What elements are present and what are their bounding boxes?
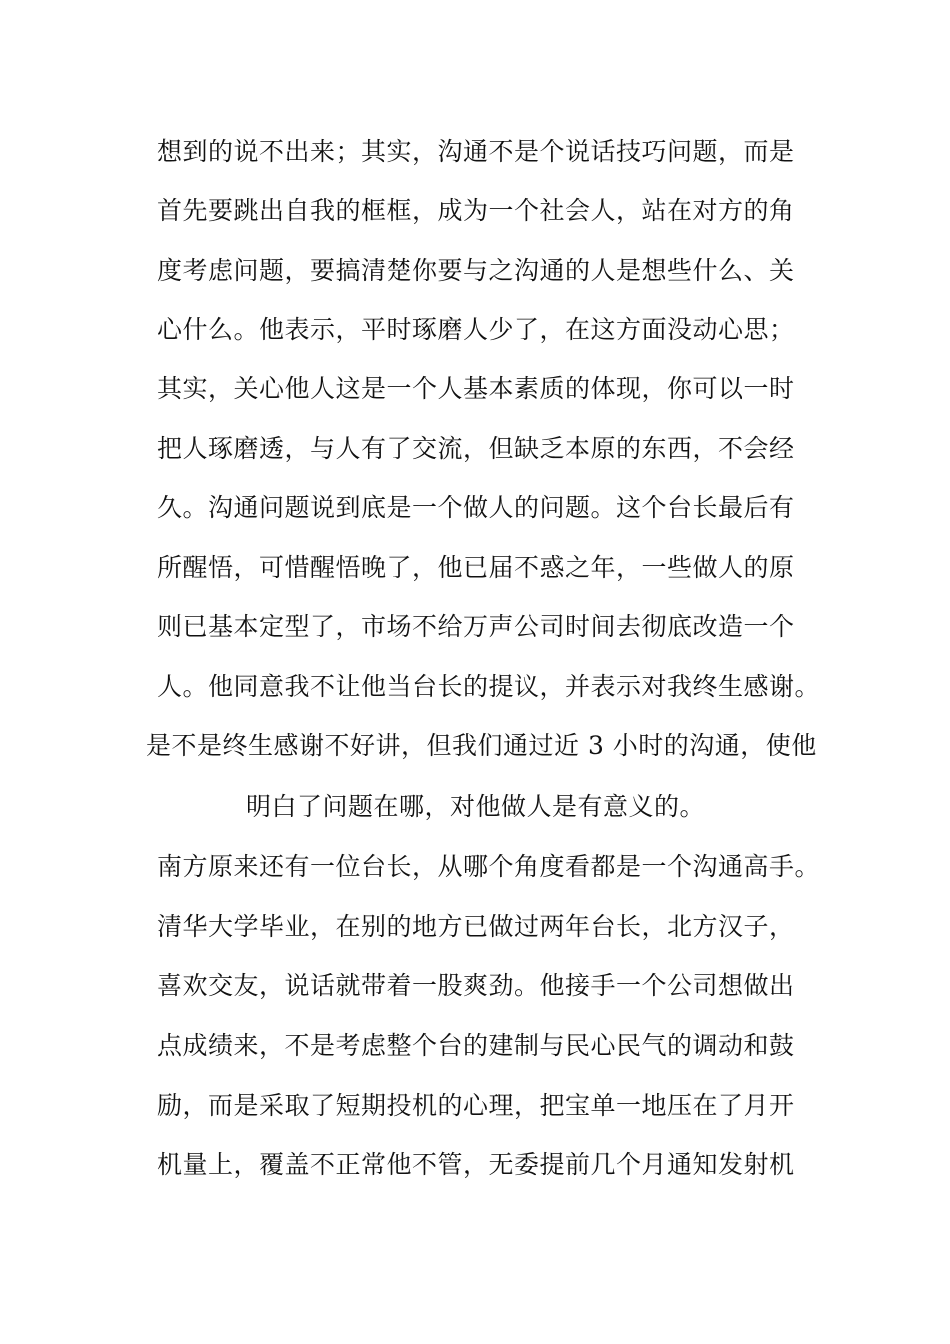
text-line-8: 所醒悟，可惜醒悟晚了，他已届不惑之年，一些做人的原 — [157, 553, 795, 582]
text-line-4: 心什么。他表示，平时琢磨人少了，在这方面没动心思； — [157, 315, 795, 344]
text-line-14: 清华大学毕业，在别的地方已做过两年台长，北方汉子， — [157, 912, 795, 941]
text-line-12: 明白了问题在哪，对他做人是有意义的。 — [246, 792, 706, 821]
text-line-17: 励，而是采取了短期投机的心理，把宝单一地压在了月开 — [157, 1091, 795, 1120]
text-line-3: 度考虑问题，要搞清楚你要与之沟通的人是想些什么、关 — [157, 256, 795, 285]
text-line-15: 喜欢交友，说话就带着一股爽劲。他接手一个公司想做出 — [157, 971, 795, 1000]
text-line-5: 其实，关心他人这是一个人基本素质的体现，你可以一时 — [157, 374, 795, 403]
text-line-11: 是不是终生感谢不好讲，但我们通过近 3 小时的沟通，使他 — [146, 731, 817, 760]
text-line-18: 机量上，覆盖不正常他不管，无委提前几个月通知发射机 — [157, 1150, 795, 1179]
text-line-13: 南方原来还有一位台长，从哪个角度看都是一个沟通高手。 — [157, 852, 821, 881]
text-line-1: 想到的说不出来；其实，沟通不是个说话技巧问题，而是 — [157, 137, 795, 166]
text-line-10: 人。他同意我不让他当台长的提议，并表示对我终生感谢。 — [157, 672, 821, 701]
text-line-7: 久。沟通问题说到底是一个做人的问题。这个台长最后有 — [157, 493, 795, 522]
text-line-6: 把人琢磨透，与人有了交流，但缺乏本原的东西，不会经 — [157, 434, 795, 463]
text-line-16: 点成绩来，不是考虑整个台的建制与民心民气的调动和鼓 — [157, 1031, 795, 1060]
text-line-2: 首先要跳出自我的框框，成为一个社会人，站在对方的角 — [157, 196, 795, 225]
text-line-9: 则已基本定型了，市场不给万声公司时间去彻底改造一个 — [157, 612, 795, 641]
